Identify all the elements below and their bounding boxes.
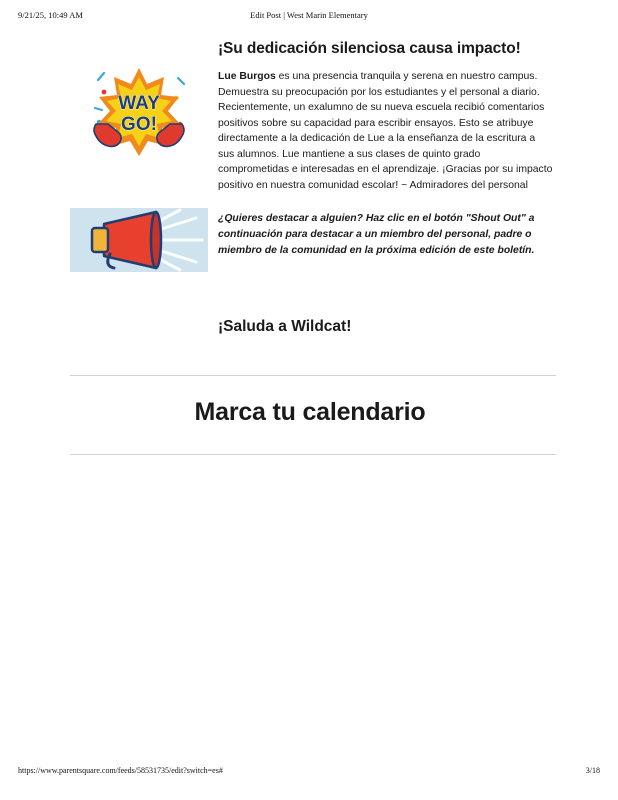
print-footer-url: https://www.parentsquare.com/feeds/58531735/edit?switch=es# (18, 766, 223, 775)
shoutout-cta-text: ¿Quieres destacar a alguien? Haz clic en el botón "Shout Out" a continuación para destacar a un miembro del personal, padre o miembro de la comunidad en la próxima edición de este boletín. (218, 213, 535, 256)
svg-text:WAY: WAY (118, 93, 160, 114)
starburst-graphic (90, 64, 188, 160)
divider-top (70, 375, 556, 376)
print-header (0, 10, 618, 24)
print-header-title: Edit Post | West Marin Elementary (250, 10, 368, 20)
svg-text:GO!: GO! (121, 114, 157, 135)
divider-bottom (70, 454, 556, 455)
megaphone-icon (70, 208, 208, 272)
shoutout-cta-section (64, 208, 556, 276)
shoutout-heading: ¡Su dedicación silenciosa causa impacto! (218, 40, 521, 57)
print-footer (0, 766, 618, 780)
shoutout-body-text: es una presencia tranquila y serena en nuestro campus. Demuestra su preocupación por los estudiantes y el personal a diario. Recientemente, un exalumno de su nueva escuela recibió comentarios positivos sobre su capacidad para escribir ensayos. Esto se atribuye directamente a la dedicación de Lue a la enseñanza de la escritura a sus alumnos. Lue mantiene a sus clases de quinto grado comprometidas e interesadas en el aprendizaje. ¡Gracias por su impacto positivo en nuestra comunidad escolar! ~ Admiradores del personal (218, 71, 553, 191)
print-footer-page: 3/18 (585, 766, 600, 775)
print-header-datetime: 9/21/25, 10:49 AM (18, 10, 83, 20)
shoutout-person-name: Lue Burgos (218, 71, 276, 82)
saluda-heading: ¡Saluda a Wildcat! (218, 318, 352, 335)
shoutout-section (64, 30, 556, 200)
newsletter-content (64, 30, 556, 426)
calendar-section-title: Marca tu calendario (194, 398, 426, 426)
way-to-go-icon (70, 58, 208, 166)
shoutout-body (218, 69, 554, 193)
